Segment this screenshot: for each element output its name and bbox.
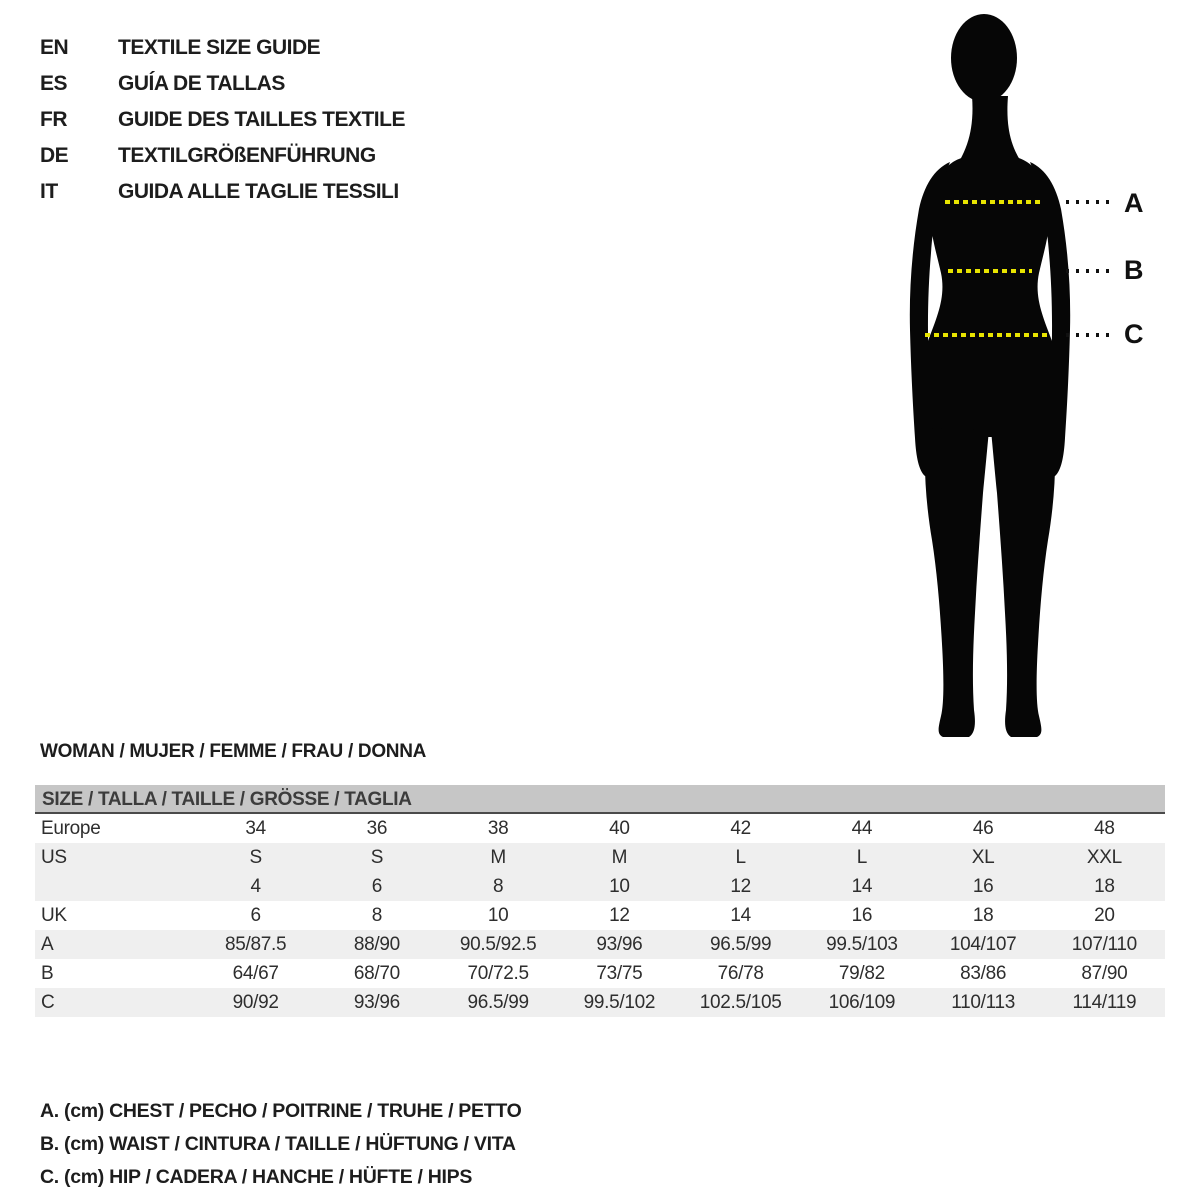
size-cell: 14 (851, 875, 873, 897)
size-cell: 99.5/102 (583, 991, 656, 1013)
table-row-europe (35, 814, 1165, 843)
lang-title: GUÍA DE TALLAS (118, 72, 285, 95)
size-cell: 90.5/92.5 (459, 933, 537, 955)
size-cell: 46 (972, 817, 994, 839)
size-cell: 20 (1094, 904, 1115, 926)
size-cell: 73/75 (596, 962, 643, 984)
marker-letter-a: A (1124, 188, 1144, 218)
silhouette-left-leg (925, 428, 989, 737)
size-cell: 18 (972, 904, 994, 926)
silhouette-torso (920, 154, 1059, 437)
table-row-hip-c (35, 988, 1165, 1017)
size-cell: 38 (487, 817, 509, 839)
size-cell: 6 (371, 875, 383, 897)
size-cell: L (856, 846, 868, 868)
lang-row-en (40, 30, 405, 66)
size-cell: 10 (609, 875, 630, 897)
silhouette-head (951, 14, 1017, 102)
legend-hip: C. (cm) HIP / CADERA / HANCHE / HÜFTE / HIPS (40, 1166, 473, 1188)
size-cell: 85/87.5 (224, 933, 287, 955)
lang-code: ES (40, 72, 68, 95)
lang-code: EN (40, 36, 69, 59)
size-cell: 14 (730, 904, 751, 926)
size-cell: 83/86 (960, 962, 1007, 984)
size-cell: 8 (371, 904, 383, 926)
table-row-waist-b (35, 959, 1165, 988)
row-label: A (41, 933, 54, 955)
size-cell: 102.5/105 (699, 991, 782, 1013)
size-table (35, 785, 1165, 1017)
row-label: UK (41, 904, 67, 926)
lang-title: TEXTILGRÖßENFÜHRUNG (118, 144, 376, 167)
size-cell: 40 (609, 817, 630, 839)
size-cell: 70/72.5 (467, 962, 529, 984)
size-cell: 8 (492, 875, 504, 897)
legend-chest: A. (cm) CHEST / PECHO / POITRINE / TRUHE / PETTO (40, 1100, 522, 1122)
silhouette-neck (960, 96, 1020, 160)
size-cell: 36 (366, 817, 388, 839)
legend-waist: B. (cm) WAIST / CINTURA / TAILLE / HÜFTUNG / VITA (40, 1133, 516, 1155)
size-table-header: SIZE / TALLA / TAILLE / GRÖSSE / TAGLIA (35, 785, 1165, 814)
size-cell: 12 (730, 875, 751, 897)
size-cell: S (249, 846, 262, 868)
size-cell: 68/70 (353, 962, 400, 984)
table-row-uk (35, 901, 1165, 930)
size-cell: 104/107 (949, 933, 1017, 955)
lang-row-fr (40, 102, 405, 138)
size-cell: 96.5/99 (467, 991, 529, 1013)
marker-letter-c: C (1124, 319, 1144, 349)
size-cell: 16 (972, 875, 994, 897)
size-cell: 99.5/103 (826, 933, 898, 955)
size-cell: 6 (250, 904, 261, 926)
size-cell: 88/90 (353, 933, 400, 955)
size-cell: 18 (1094, 875, 1115, 897)
lang-row-it (40, 174, 405, 210)
size-cell: 110/113 (951, 991, 1015, 1013)
section-title: WOMAN / MUJER / FEMME / FRAU / DONNA (40, 741, 427, 762)
lang-title: TEXTILE SIZE GUIDE (118, 36, 321, 59)
lang-row-de (40, 138, 405, 174)
lang-code: DE (40, 144, 69, 167)
language-title-block (40, 30, 405, 210)
size-cell: 42 (730, 817, 751, 839)
size-cell: 96.5/99 (709, 933, 772, 955)
size-cell: M (611, 846, 628, 868)
measure-legend (40, 1095, 521, 1194)
table-row-us-letters (35, 843, 1165, 872)
marker-letter-b: B (1124, 255, 1144, 285)
size-cell: 76/78 (717, 962, 764, 984)
size-cell: 12 (609, 904, 630, 926)
size-cell: 64/67 (232, 962, 279, 984)
size-cell: 44 (851, 817, 873, 839)
table-row-us-numbers (35, 872, 1165, 901)
size-cell: 93/96 (596, 933, 643, 955)
size-cell: 87/90 (1081, 962, 1128, 984)
woman-silhouette (880, 10, 1120, 740)
size-cell: M (490, 846, 506, 868)
size-cell: 106/109 (828, 991, 896, 1013)
size-cell: 90/92 (232, 991, 279, 1013)
size-cell: XL (971, 846, 995, 868)
silhouette-right-leg (991, 428, 1055, 737)
lang-code: IT (40, 180, 58, 203)
lang-row-es (40, 66, 405, 102)
row-label: Europe (41, 817, 101, 839)
row-label: B (41, 962, 54, 984)
size-cell: 10 (487, 904, 509, 926)
size-cell: 79/82 (838, 962, 885, 984)
size-cell: 114/119 (1072, 991, 1137, 1013)
size-cell: L (735, 846, 746, 868)
size-cell: S (370, 846, 384, 868)
size-cell: 48 (1094, 817, 1115, 839)
lang-title: GUIDA ALLE TAGLIE TESSILI (118, 180, 399, 203)
size-cell: 4 (250, 875, 261, 897)
row-label: US (41, 846, 67, 868)
size-cell: 34 (245, 817, 266, 839)
row-label: C (41, 991, 55, 1013)
lang-title: GUIDE DES TAILLES TEXTILE (118, 108, 405, 131)
size-cell: XXL (1086, 846, 1122, 868)
lang-code: FR (40, 108, 67, 131)
size-cell: 16 (851, 904, 873, 926)
size-cell: 107/110 (1071, 933, 1137, 955)
size-cell: 93/96 (353, 991, 400, 1013)
table-row-chest-a (35, 930, 1165, 959)
